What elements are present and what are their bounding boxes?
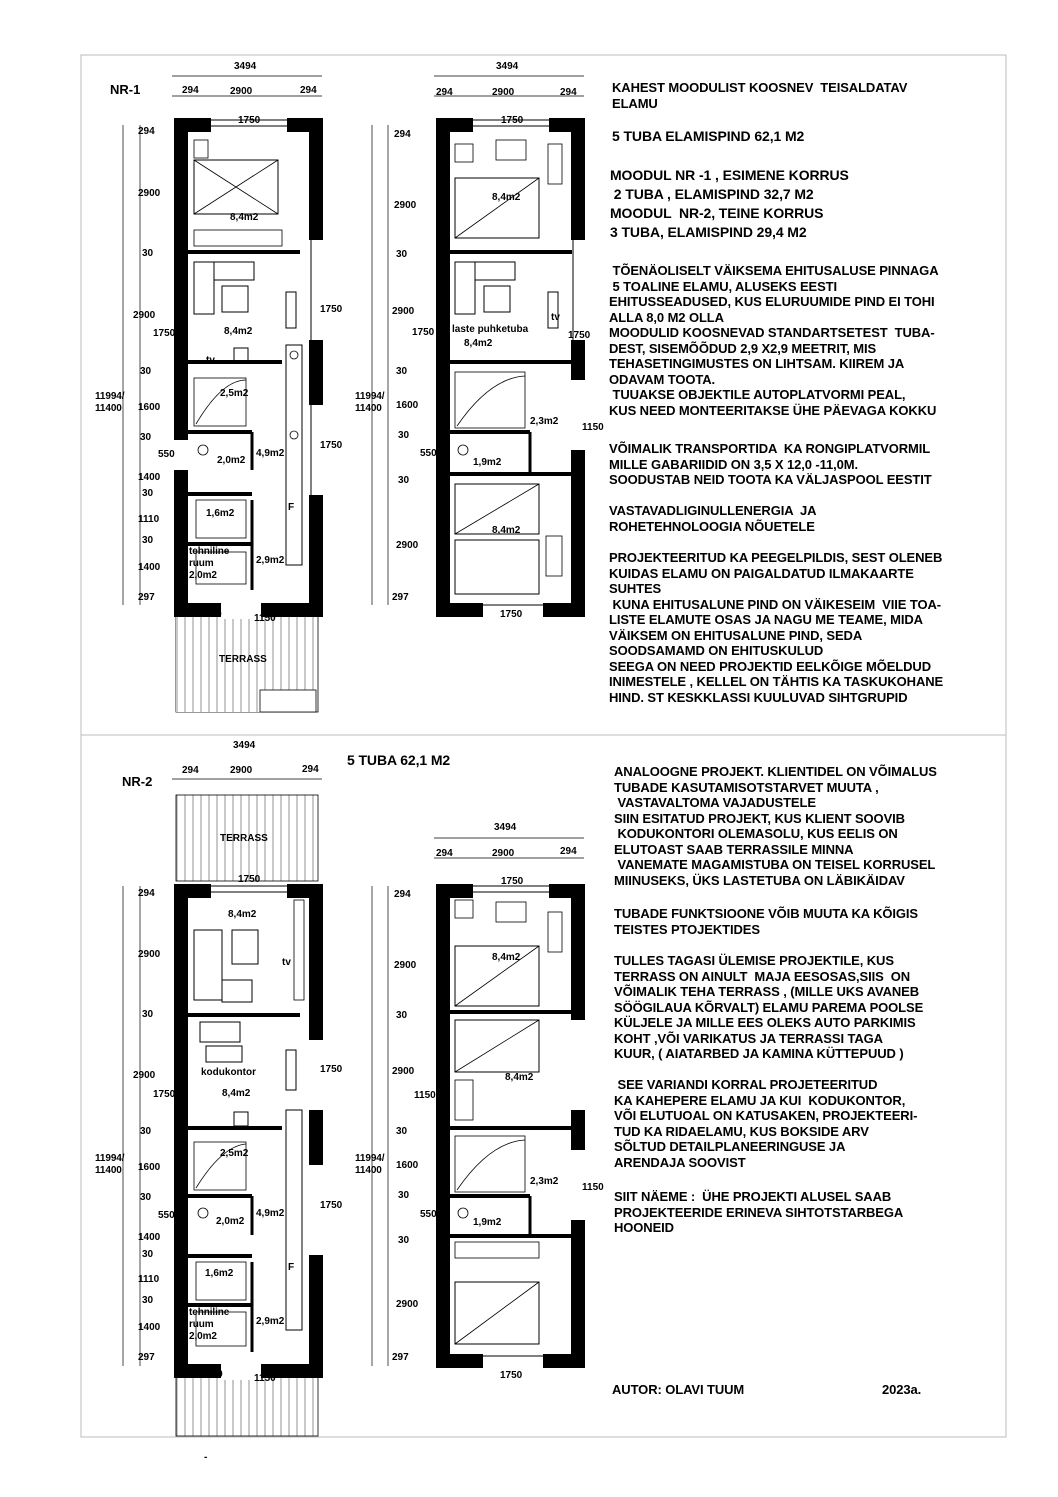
- tv-label: tv: [282, 957, 291, 968]
- text-area: 5 TUBA ELAMISPIND 62,1 M2: [612, 128, 805, 144]
- total-length-dim: 11994/ 11400: [95, 391, 125, 414]
- side-dim: 30: [142, 248, 154, 259]
- side-dim: 2900: [394, 200, 417, 211]
- right-dim: 1750: [320, 440, 343, 451]
- side-dim: 1750: [153, 1089, 176, 1100]
- side-dim: 30: [396, 366, 408, 377]
- side-dim: 30: [396, 1010, 408, 1021]
- side-dim: 550: [420, 1209, 437, 1220]
- text-modules: MOODUL NR -1 , ESIMENE KORRUS 2 TUBA , ELAMISPIND 32,7 M2 MOODUL NR-2, TEINE KORRUS 3 TUBA, ELAMISPIND 29,4 M2: [610, 167, 849, 240]
- side-dim: 2900: [394, 960, 417, 971]
- plan-nr1-ground-floor: [172, 116, 325, 712]
- footer-mark: -: [204, 1452, 208, 1463]
- side-dim: 30: [140, 1192, 152, 1203]
- dim-module: 2900: [230, 86, 253, 97]
- side-dim: 1600: [138, 402, 161, 413]
- side-dim: 294: [138, 888, 155, 899]
- side-dim: 2900: [138, 949, 161, 960]
- f-label: F: [288, 1262, 295, 1273]
- terrace-label: TERRASS: [219, 654, 267, 665]
- side-dim: 30: [140, 1126, 152, 1137]
- tv-label: tv: [551, 312, 560, 323]
- room-area: 4,9m2: [256, 448, 285, 459]
- bottom-dim: 550: [206, 1369, 223, 1380]
- room-area: 2,5m2: [220, 1148, 249, 1159]
- dim-wall: 294: [560, 846, 577, 857]
- right-dim: 1750: [320, 304, 343, 315]
- right-dim: 1750: [320, 1200, 343, 1211]
- room-area: 8,4m2: [505, 1072, 534, 1083]
- side-dim: 30: [398, 475, 410, 486]
- variant-title: 5 TUBA 62,1 M2: [347, 752, 451, 768]
- year: 2023a.: [882, 1382, 922, 1397]
- side-dim: 297: [138, 592, 155, 603]
- side-dim: 30: [142, 1249, 154, 1260]
- bottom-dim: 1150: [254, 613, 276, 624]
- room-area: 8,4m2: [492, 525, 521, 536]
- tv-label: tv: [206, 355, 215, 366]
- dim-total-width: 3494: [234, 61, 257, 72]
- outer-walls: [181, 125, 316, 610]
- side-dim: 1400: [138, 1322, 161, 1333]
- side-dim: 30: [140, 366, 152, 377]
- label-nr1: NR-1: [110, 82, 141, 97]
- dim-module: 2900: [230, 765, 253, 776]
- room-area: 2,3m2: [530, 1176, 559, 1187]
- side-dim: 1150: [414, 1090, 436, 1101]
- dim-door: 1750: [238, 115, 261, 126]
- outer-walls: [181, 891, 316, 1371]
- room-area: 1,9m2: [473, 457, 502, 468]
- room-area: 8,4m2: [492, 952, 521, 963]
- side-dim: 1600: [396, 1160, 419, 1171]
- side-dim: 550: [420, 448, 437, 459]
- text-heading: KAHEST MOODULIST KOOSNEV TEISALDATAV ELAMU: [612, 80, 908, 111]
- room-name: laste puhketuba: [452, 324, 529, 335]
- side-dim: 30: [140, 432, 152, 443]
- bottom-dim: 1150: [254, 1373, 276, 1384]
- text-paragraph: TÕENÄOLISELT VÄIKSEMA EHITUSALUSE PINNAGA 5 TOALINE ELAMU, ALUSEKS EESTI EHITUSSEADUSED, KUS ELURUUMIDE PIND EI TOHI ALLA 8,0 M2 OLLA MOODULID KOOSNEVAD STANDARTSETEST TUBA- DEST, SISEMÕÕDUD 2,9 X2,9 MEETRIT, MIS TEHASETINGIMUSTES ON LIHTSAM. KIIREM JA ODAVAM TOOTA. TUUAKSE OBJEKTILE AUTOPLATVORMI PEAL, KUS NEED MONTEERITAKSE ÜHE PÄEVAGA KOKKU: [609, 263, 939, 418]
- side-dim: 294: [138, 126, 155, 137]
- dim-wall: 294: [560, 87, 577, 98]
- room-area: 8,4m2: [228, 909, 257, 920]
- side-dim: 30: [142, 1295, 154, 1306]
- room-area: 2,5m2: [220, 388, 249, 399]
- dim-module: 2900: [492, 87, 515, 98]
- side-dim: 1750: [412, 327, 435, 338]
- room-area: 2,9m2: [256, 555, 285, 566]
- bottom-dim: 1750: [500, 609, 523, 620]
- side-dim: 1110: [138, 1274, 160, 1285]
- room-area: 8,4m2: [224, 326, 253, 337]
- side-dim: 297: [392, 592, 409, 603]
- text-paragraph: SIIT NÄEME : ÜHE PROJEKTI ALUSEL SAAB PROJEKTEERIDE ERINEVA SIHTOTSTARBEGA HOONEID: [614, 1189, 904, 1235]
- text-paragraph: TUBADE FUNKTSIOONE VÕIB MUUTA KA KÕIGIS TEISTES PTOJEKTIDES: [614, 906, 919, 937]
- side-dim: 1110: [138, 514, 160, 525]
- side-dim: 30: [396, 1126, 408, 1137]
- side-dim: 1600: [138, 1162, 161, 1173]
- side-dim: 30: [142, 535, 154, 546]
- dim-total-width: 3494: [233, 740, 256, 751]
- dim-wall: 294: [300, 85, 317, 96]
- total-length-dim: 11994/ 11400: [355, 391, 385, 414]
- room-area: 8,4m2: [222, 1088, 251, 1099]
- dim-wall: 294: [182, 765, 199, 776]
- side-dim: 30: [398, 430, 410, 441]
- side-dim: 1400: [138, 1232, 161, 1243]
- room-area: 2,0m2: [216, 1216, 245, 1227]
- label-nr2: NR-2: [122, 774, 153, 789]
- room-area: 8,4m2: [464, 338, 493, 349]
- side-dim: 294: [394, 889, 411, 900]
- terrace-label: TERRASS: [220, 833, 268, 844]
- right-dim: 1750: [320, 1064, 343, 1075]
- side-dim: 550: [158, 1210, 175, 1221]
- author: AUTOR: OLAVI TUUM: [612, 1382, 745, 1397]
- side-dim: 550: [158, 449, 175, 460]
- dim-total-width: 3494: [496, 61, 519, 72]
- room-area: 8,4m2: [230, 212, 259, 223]
- f-label: F: [288, 502, 295, 513]
- side-dim: 2900: [392, 1066, 415, 1077]
- side-dim: 30: [142, 1009, 154, 1020]
- side-dim: 297: [392, 1352, 409, 1363]
- dim-wall: 294: [436, 87, 453, 98]
- text-paragraph: VASTAVADLIGINULLENERGIA JA ROHETEHNOLOOGIA NÕUETELE: [609, 503, 817, 534]
- text-paragraph: PROJEKTEERITUD KA PEEGELPILDIS, SEST OLENEB KUIDAS ELAMU ON PAIGALDATUD ILMAKAARTE SUHTES KUNA EHITUSALUNE PIND ON VÄIKESEIM VIIE TOA- LISTE ELAMUTE OSAS JA NAGU ME TEAME, MIDA VÄIKSEM ON EHITUSALUNE PIND, SEDA SOODSAMAMD ON EHITUSKULUD SEEGA ON NEED PROJEKTID EELKÕIGE MÕELDUD INIMESTELE , KELLEL ON TÄHTIS KA TASKUKOHANE HIND. ST KESKKLASSI KUULUVAD SIHTGRUPID: [609, 550, 944, 705]
- side-dim: 297: [138, 1352, 155, 1363]
- bottom-dim: 550: [205, 609, 222, 620]
- room-tech: tehniline ruum 2,0m2: [189, 1307, 230, 1342]
- room-area: 1,6m2: [206, 508, 235, 519]
- room-area: 2,0m2: [217, 455, 246, 466]
- room-area: 1,9m2: [473, 1217, 502, 1228]
- room-area: 8,4m2: [492, 192, 521, 203]
- room-area: 4,9m2: [256, 1208, 285, 1219]
- side-dim: 2900: [133, 310, 156, 321]
- side-dim: 30: [398, 1190, 410, 1201]
- room-tech: tehniline ruum 2,0m2: [189, 546, 230, 581]
- side-dim: 2900: [396, 1299, 419, 1310]
- total-length-dim: 11994/ 11400: [355, 1153, 385, 1176]
- room-area: 2,9m2: [256, 1316, 285, 1327]
- side-dim: 30: [398, 1235, 410, 1246]
- side-dim: 2900: [138, 188, 161, 199]
- dim-total-width: 3494: [494, 822, 517, 833]
- side-dim: 294: [394, 129, 411, 140]
- text-paragraph: TULLES TAGASI ÜLEMISE PROJEKTILE, KUS TERRASS ON AINULT MAJA EESOSAS,SIIS ON VÕIMALIK TEHA TERRASS , (MILLE UKS AVANEB SÖÖGILAUA KÕRVALT) ELAMU PAREMA POOLSE KÜLJELE JA MILLE EES OLEKS AUTO PARKIMIS KOHT ,VÕI VARIKATUS JA TERRASSI TAGA KUUR, ( AIATARBED JA KAMINA KÜTTEPUUD ): [614, 953, 924, 1061]
- room-area: 2,3m2: [530, 416, 559, 427]
- dim-door: 1750: [501, 115, 524, 126]
- right-dim: 1150: [582, 422, 604, 433]
- room-area: 1,6m2: [205, 1268, 234, 1279]
- side-dim: 30: [142, 488, 154, 499]
- right-dim: 1150: [582, 1182, 604, 1193]
- room-name: kodukontor: [201, 1067, 256, 1078]
- side-dim: 30: [396, 249, 408, 260]
- side-dim: 1400: [138, 472, 161, 483]
- side-dim: 2900: [396, 540, 419, 551]
- dim-module: 2900: [492, 848, 515, 859]
- side-dim: 2900: [133, 1070, 156, 1081]
- dim-wall: 294: [436, 848, 453, 859]
- bottom-dim: 1750: [500, 1370, 523, 1381]
- dim-wall: 294: [182, 85, 199, 96]
- side-dim: 2900: [392, 306, 415, 317]
- right-dim: 1750: [568, 330, 591, 341]
- dim-door: 1750: [501, 876, 524, 887]
- side-dim: 1750: [153, 328, 176, 339]
- dim-wall: 294: [302, 764, 319, 775]
- side-dim: 1400: [138, 562, 161, 573]
- side-dim: 1600: [396, 400, 419, 411]
- text-paragraph: ANALOOGNE PROJEKT. KLIENTIDEL ON VÕIMALUS TUBADE KASUTAMISOTSTARVET MUUTA , VASTAVALTOMA VAJADUSTELE SIIN ESITATUD PROJEKT, KUS KLIENT SOOVIB KODUKONTORI OLEMASOLU, KUS EELIS ON ELUTOAST SAAB TERRASSILE MINNA VANEMATE MAGAMISTUBA ON TEISEL KORRUSEL MIINUSEKS, ÜKS LASTETUBA ON LÄBIKÄIDAV: [614, 764, 937, 888]
- text-paragraph: SEE VARIANDI KORRAL PROJETEERITUD KA KAHEPERE ELAMU JA KUI KODUKONTOR, VÕI ELUTUOAL ON KATUSAKEN, PROJEKTEERI- TUD KA RIDAELAMU, KUS BOKSIDE ARV SÕLTUD DETAILPLANEERINGUSE JA ARENDAJA SOOVIST: [614, 1077, 918, 1170]
- text-paragraph: VÕIMALIK TRANSPORTIDA KA RONGIPLATVORMIL MILLE GABARIIDID ON 3,5 X 12,0 -11,0M. SOODUSTAB NEID TOOTA KA VÄLJASPOOL EESTIT: [609, 441, 932, 487]
- total-length-dim: 11994/ 11400: [95, 1153, 125, 1176]
- dim-door: 1750: [238, 874, 261, 885]
